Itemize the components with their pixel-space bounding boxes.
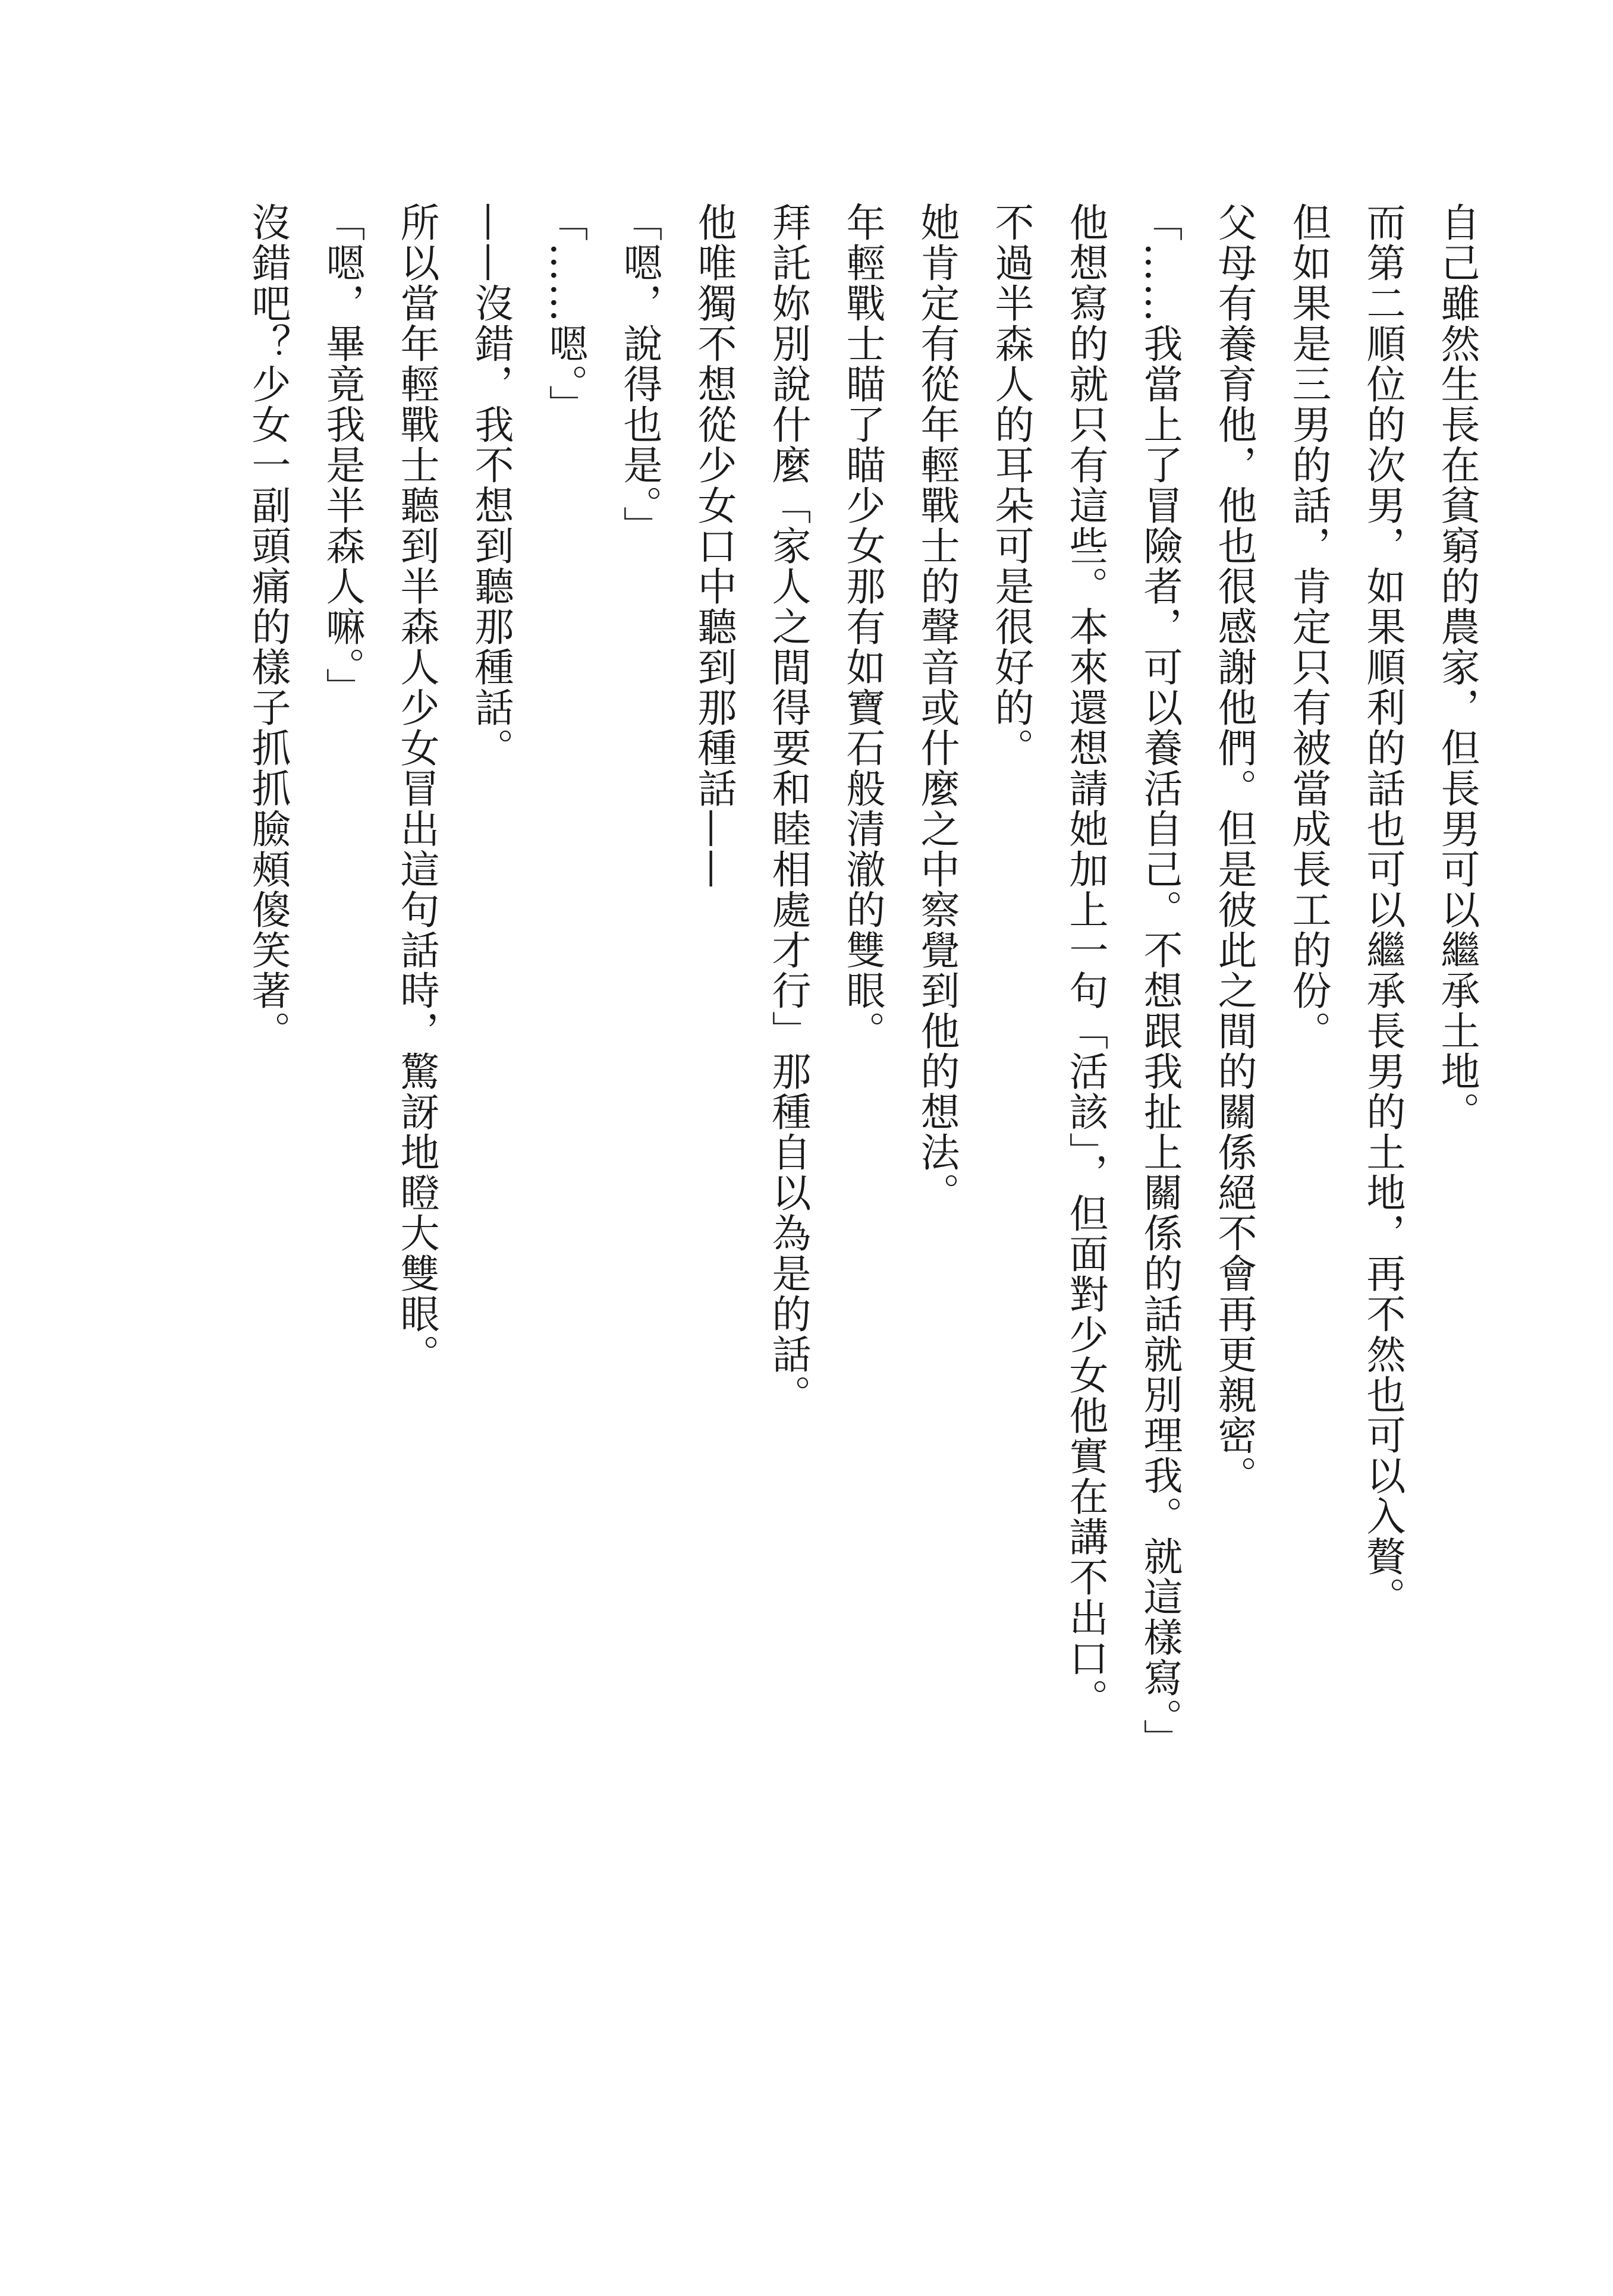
text-line: ——沒錯，我不想到聽那種話。 [468, 202, 514, 768]
text-line: 「嗯，說得也是。」 [617, 202, 662, 546]
text-line: 她肯定有從年輕戰士的聲音或什麼之中察覺到他的想法。 [914, 202, 960, 1213]
text-line: 「……我當上了冒險者，可以養活自己。不想跟我扯上關係的話就別理我。就這樣寫。」 [1137, 202, 1183, 1759]
text-line: 父母有養育他，他也很感謝他們。但是彼此之間的關係絕不會再更親密。 [1211, 202, 1257, 1496]
text-line: 自己雖然生長在貧窮的農家，但長男可以繼承土地。 [1434, 202, 1480, 1132]
text-line: 拜託妳別說什麼「家人之間得要和睦相處才行」那種自以為是的話。 [765, 202, 811, 1415]
text-line: 所以當年輕戰士聽到半森人少女冒出這句話時，驚訝地瞪大雙眼。 [394, 202, 439, 1375]
text-line: 不過半森人的耳朵可是很好的。 [988, 202, 1034, 768]
text-line: 「嗯，畢竟我是半森人嘛。」 [319, 202, 365, 708]
text-line: 「……嗯。」 [542, 202, 588, 425]
text-line: 沒錯吧？少女一副頭痛的樣子抓抓臉頰傻笑著。 [245, 202, 291, 1051]
text-line: 但如果是三男的話，肯定只有被當成長工的份。 [1285, 202, 1331, 1051]
vertical-text-body [231, 202, 1494, 1986]
text-line: 他想寫的就只有這些。本來還想請她加上一句「活該」，但面對少女他實在講不出口。 [1062, 202, 1108, 1719]
text-line: 年輕戰士瞄了瞄少女那有如寶石般清澈的雙眼。 [839, 202, 885, 1051]
text-line: 他唯獨不想從少女口中聽到那種話—— [691, 202, 737, 889]
text-line: 而第二順位的次男，如果順利的話也可以繼承長男的土地，再不然也可以入贅。 [1360, 202, 1406, 1617]
